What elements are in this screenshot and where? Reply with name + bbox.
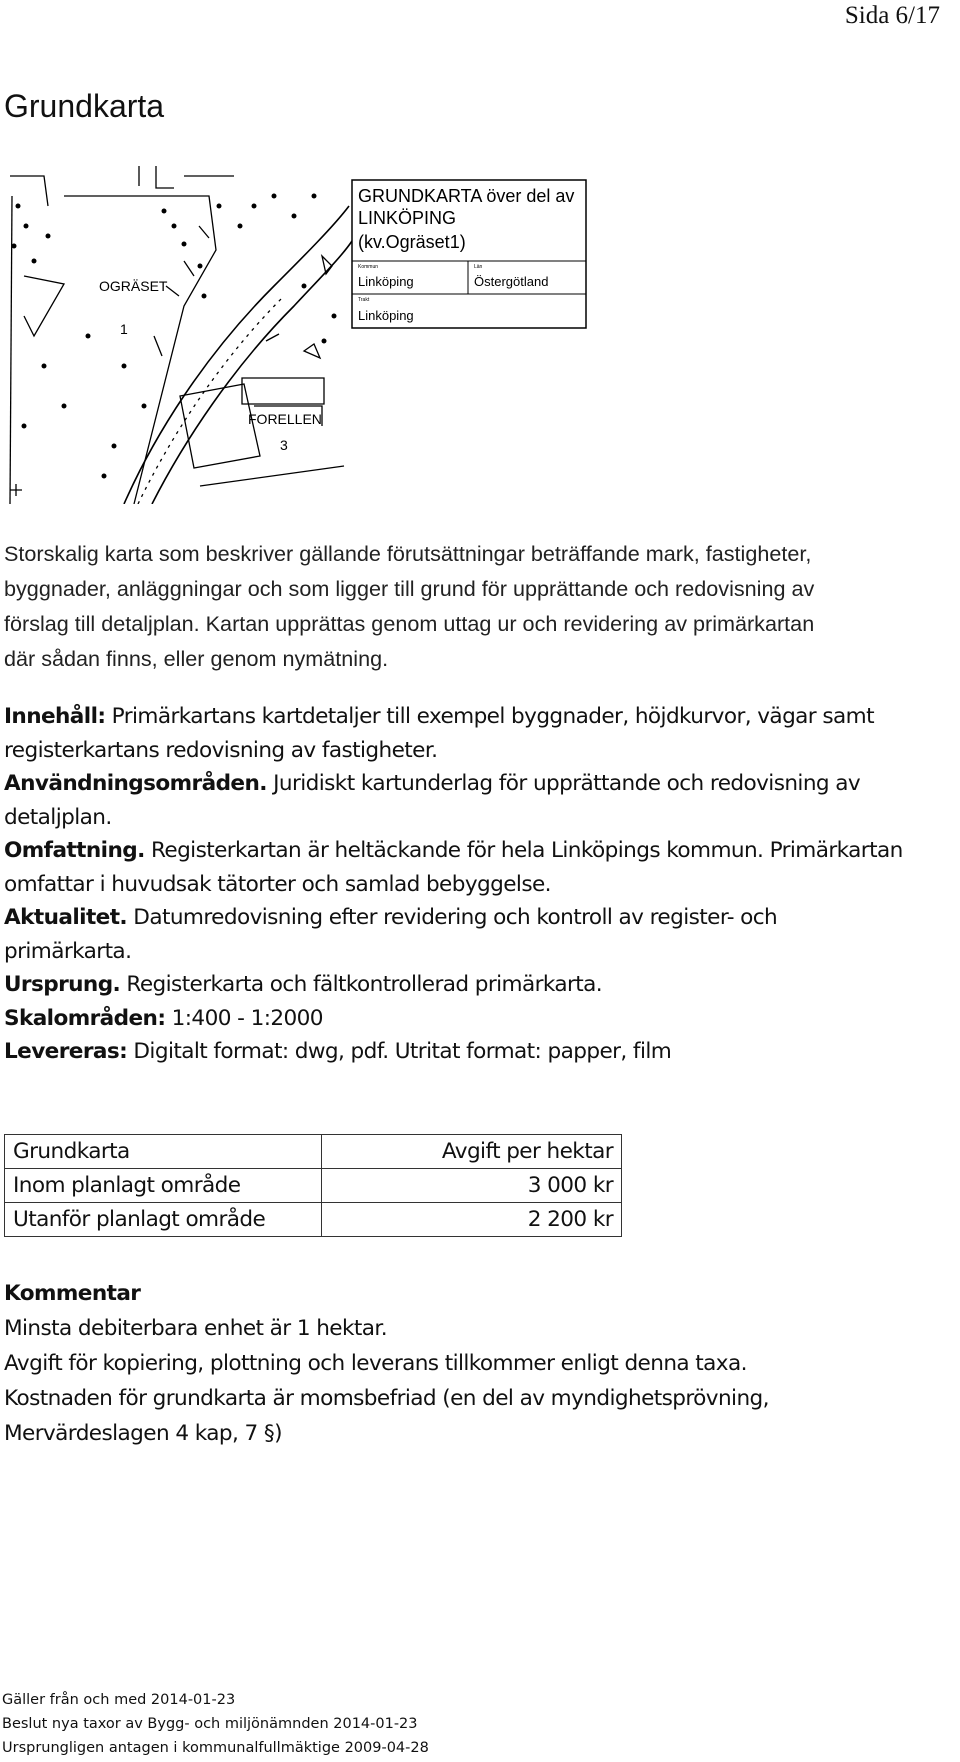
fee-table bbox=[4, 1134, 622, 1237]
footer bbox=[2, 1688, 429, 1760]
fact-origin bbox=[4, 968, 954, 1002]
fact-text: Registerkarta och fältkontrollerad primärkarta. bbox=[120, 972, 603, 997]
table-header-cell: Grundkarta bbox=[5, 1135, 322, 1169]
fact-text: 1:400 - 1:2000 bbox=[165, 1005, 323, 1031]
intro-line: där sådan finns, eller genom nymätning. bbox=[4, 646, 389, 671]
fact-text: Primärkartans kartdetaljer till exempel byggnader, höjdkurvor, vägar samt bbox=[105, 704, 874, 729]
fact-coverage bbox=[4, 834, 954, 868]
table-cell: Inom planlagt område bbox=[5, 1169, 322, 1203]
table-header-row bbox=[5, 1135, 622, 1169]
map-illustration bbox=[4, 166, 668, 504]
table-header-cell: Avgift per hektar bbox=[322, 1135, 622, 1169]
fact-text: Registerkartan är heltäckande för hela Linköpings kommun. Primärkartan bbox=[144, 838, 903, 863]
fact-text: omfattar i huvudsak tätorter och samlad bebyggelse. bbox=[4, 871, 551, 897]
fact-delivery bbox=[4, 1035, 954, 1069]
map-label-forellen: FORELLEN bbox=[248, 411, 322, 427]
map-field-value: Östergötland bbox=[474, 274, 549, 289]
fact-label: Innehåll: bbox=[4, 704, 106, 729]
table-cell: 3 000 kr bbox=[322, 1169, 622, 1203]
map-field-value: Linköping bbox=[358, 274, 414, 289]
comment-title: Kommentar bbox=[4, 1281, 141, 1306]
intro-text bbox=[4, 536, 954, 676]
fact-content bbox=[4, 700, 954, 734]
fact-usage bbox=[4, 767, 954, 801]
fact-text: Datumredovisning efter revidering och kontroll av register- och bbox=[127, 905, 778, 930]
comment-line: Kostnaden för grundkarta är momsbefriad (en del av myndighetsprövning, bbox=[4, 1386, 769, 1411]
map-field-label: Kommun bbox=[358, 264, 379, 270]
map-title-line-1: GRUNDKARTA över del av bbox=[358, 186, 575, 206]
map-label-ograset: OGRÄSET bbox=[99, 278, 168, 294]
fact-label: Ursprung. bbox=[4, 972, 121, 997]
footer-line: Gäller från och med 2014-01-23 bbox=[2, 1692, 236, 1708]
fact-text: Juridiskt kartunderlag för upprättande och redovisning av bbox=[266, 771, 861, 796]
comment-line: Minsta debiterbara enhet är 1 hektar. bbox=[4, 1316, 387, 1341]
fact-label: Skalområden: bbox=[4, 1005, 166, 1031]
map-title-line-2: LINKÖPING bbox=[358, 208, 457, 228]
map-field-value: Linköping bbox=[358, 308, 414, 323]
fact-label: Levereras: bbox=[4, 1039, 128, 1064]
fact-scale bbox=[4, 1002, 954, 1036]
fact-label: Aktualitet. bbox=[4, 905, 128, 930]
fact-text: registerkartans redovisning av fastigheter. bbox=[4, 737, 438, 763]
map-title-block bbox=[352, 180, 586, 328]
map-title-line-3: (kv.Ogräset1) bbox=[358, 232, 466, 252]
fact-text: Digitalt format: dwg, pdf. Utritat format: papper, film bbox=[127, 1039, 672, 1064]
intro-line: Storskalig karta som beskriver gällande förutsättningar beträffande mark, fastigheter, bbox=[4, 541, 812, 566]
intro-line: byggnader, anläggningar och som ligger till grund för upprättande och redovisning av bbox=[4, 576, 815, 601]
page-number: Sida 6/17 bbox=[844, 2, 940, 29]
map-label-1: 1 bbox=[120, 321, 128, 337]
fact-text: detaljplan. bbox=[4, 804, 112, 830]
map-field-label: Trakt bbox=[358, 297, 370, 303]
fact-list bbox=[4, 700, 954, 1069]
table-cell: Utanför planlagt område bbox=[5, 1203, 322, 1237]
fact-text: primärkarta. bbox=[4, 938, 132, 964]
fact-label: Omfattning. bbox=[4, 838, 145, 863]
page-title: Grundkarta bbox=[4, 88, 165, 124]
table-row bbox=[5, 1169, 622, 1203]
map-field-label: Län bbox=[474, 264, 483, 270]
comment-section bbox=[4, 1276, 954, 1451]
map-label-3: 3 bbox=[280, 437, 288, 453]
fact-currency bbox=[4, 901, 954, 935]
table-cell: 2 200 kr bbox=[322, 1203, 622, 1237]
comment-line: Avgift för kopiering, plottning och leverans tillkommer enligt denna taxa. bbox=[4, 1351, 747, 1376]
fact-label: Användningsområden. bbox=[4, 771, 267, 796]
table-row bbox=[5, 1203, 622, 1237]
footer-line: Beslut nya taxor av Bygg- och miljönämnden 2014-01-23 bbox=[2, 1716, 418, 1732]
intro-line: förslag till detaljplan. Kartan upprättas genom uttag ur och revidering av primärkartan bbox=[4, 611, 815, 636]
footer-line: Ursprungligen antagen i kommunalfullmäktige 2009-04-28 bbox=[2, 1740, 429, 1756]
comment-line: Mervärdeslagen 4 kap, 7 §) bbox=[4, 1421, 282, 1446]
